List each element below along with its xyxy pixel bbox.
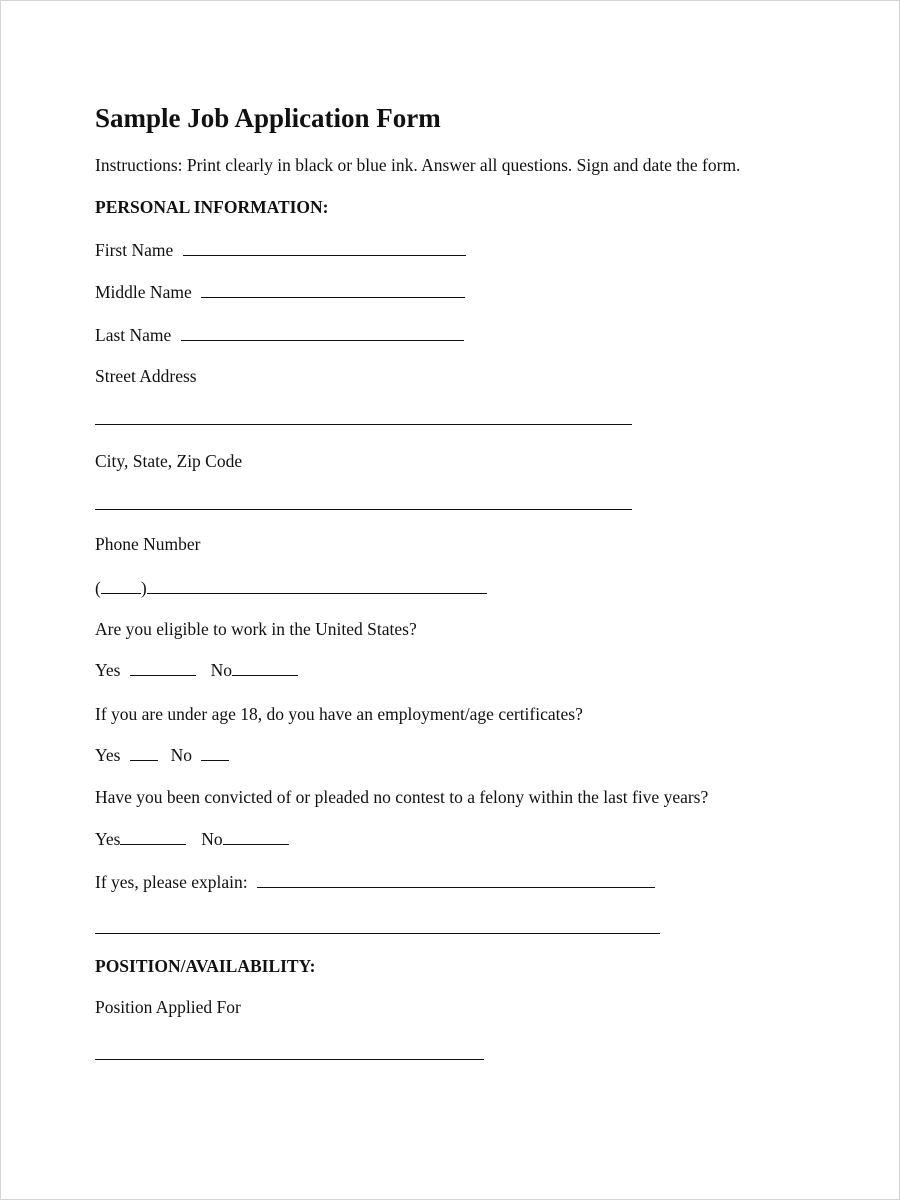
middle-name-row <box>95 284 465 302</box>
instructions-text: Instructions: Print clearly in black or blue ink. Answer all questions. Sign and date the form. <box>95 155 741 175</box>
form-title: Sample Job Application Form <box>95 103 441 133</box>
phone-area-code-field[interactable] <box>101 591 141 594</box>
position-applied-field[interactable] <box>95 1057 484 1060</box>
felony-question: Have you been convicted of or pleaded no contest to a felony within the last five years? <box>95 787 709 807</box>
last-name-field[interactable] <box>181 338 464 341</box>
eligible-question: Are you eligible to work in the United States? <box>95 619 417 639</box>
under18-question: If you are under age 18, do you have an employment/age certificates? <box>95 704 583 724</box>
last-name-label: Last Name <box>95 325 172 345</box>
explain-label: If yes, please explain: <box>95 872 248 892</box>
explain-continued-row <box>95 922 660 938</box>
felony-yes-label: Yes <box>95 829 121 849</box>
explain-row <box>95 874 655 892</box>
under18-yes-field[interactable] <box>130 758 158 761</box>
eligible-yes-label: Yes <box>95 660 121 680</box>
city-state-zip-label: City, State, Zip Code <box>95 451 243 471</box>
personal-info-heading: PERSONAL INFORMATION: <box>95 197 329 217</box>
last-name-row <box>95 327 464 345</box>
phone-number-label: Phone Number <box>95 534 201 554</box>
under18-yes-label: Yes <box>95 745 121 765</box>
eligible-yes-field[interactable] <box>130 673 196 676</box>
position-applied-row <box>95 1048 484 1064</box>
felony-no-label: No <box>201 829 223 849</box>
position-availability-heading: POSITION/AVAILABILITY: <box>95 956 316 976</box>
felony-answer-row <box>95 831 289 849</box>
city-state-zip-field[interactable] <box>95 507 632 510</box>
middle-name-label: Middle Name <box>95 282 192 302</box>
phone-area-open: ( <box>95 578 101 598</box>
city-state-zip-row <box>95 498 632 514</box>
eligible-no-label: No <box>210 660 232 680</box>
phone-number-row <box>95 580 487 598</box>
position-applied-label: Position Applied For <box>95 997 241 1017</box>
explain-continued-field[interactable] <box>95 931 660 934</box>
first-name-field[interactable] <box>183 253 466 256</box>
middle-name-field[interactable] <box>201 295 465 298</box>
under18-no-field[interactable] <box>201 758 229 761</box>
under18-no-label: No <box>170 745 192 765</box>
eligible-answer-row <box>95 662 298 680</box>
street-address-label: Street Address <box>95 366 197 386</box>
first-name-row <box>95 242 466 260</box>
street-address-field[interactable] <box>95 422 632 425</box>
phone-area-close: ) <box>140 578 147 598</box>
under18-answer-row <box>95 747 229 765</box>
first-name-label: First Name <box>95 240 174 260</box>
phone-number-field[interactable] <box>147 591 487 594</box>
felony-yes-field[interactable] <box>120 842 186 845</box>
explain-field[interactable] <box>257 885 655 888</box>
eligible-no-field[interactable] <box>232 673 298 676</box>
felony-no-field[interactable] <box>223 842 289 845</box>
street-address-row <box>95 413 632 429</box>
